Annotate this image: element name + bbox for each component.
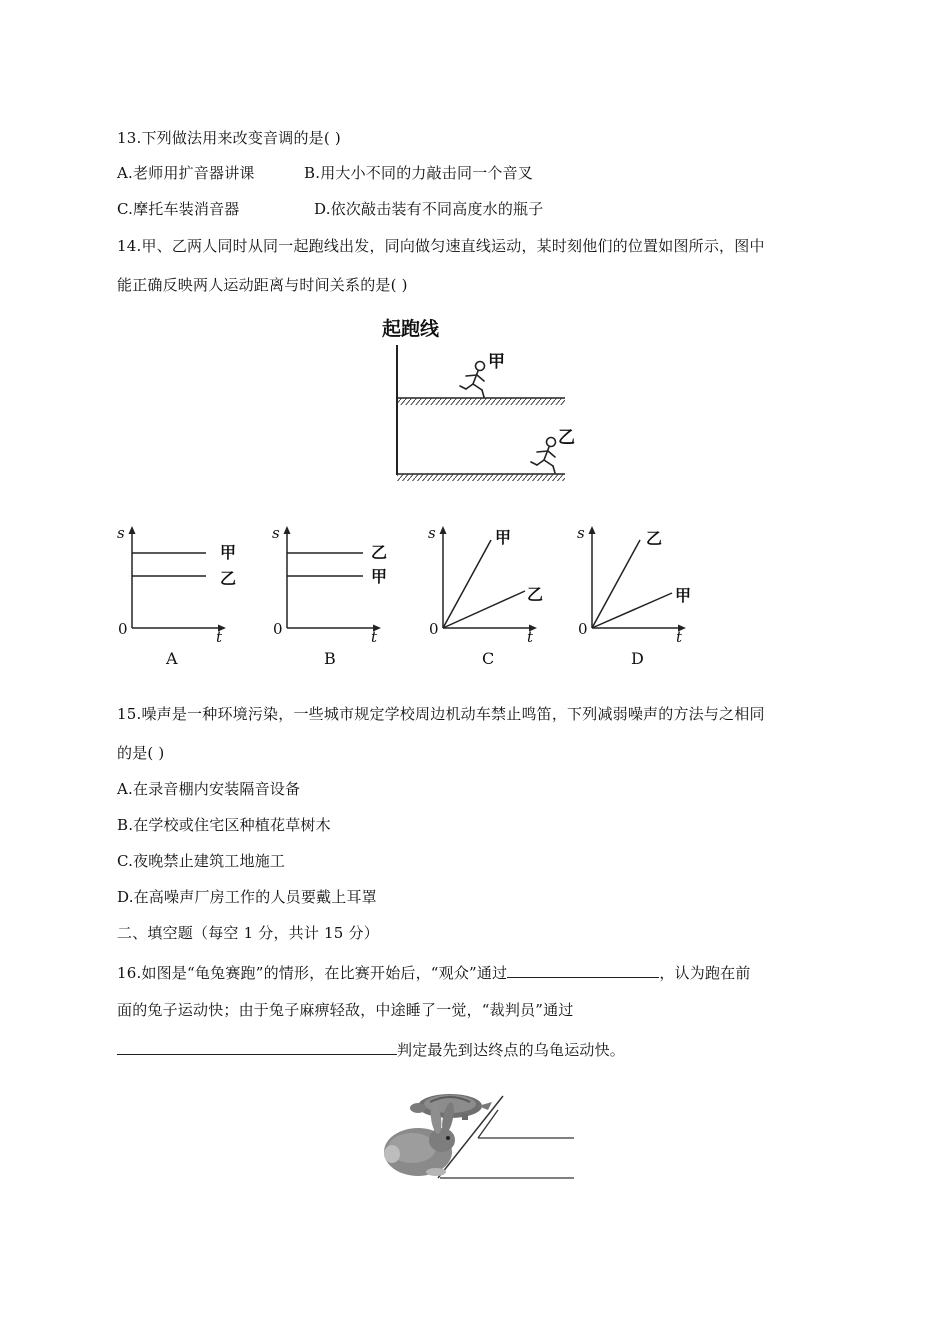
q15-option-c: C.夜晚禁止建筑工地施工: [117, 852, 286, 870]
q13-option-b: B.用大小不同的力敲击同一个音叉: [304, 164, 533, 182]
runner-jia-label: 甲: [488, 352, 505, 372]
graph-c-line-steep: [443, 540, 491, 628]
svg-text:t: t: [216, 628, 223, 646]
q13-stem: 13.下列做法用来改变音调的是( ): [117, 129, 341, 147]
svg-text:s: s: [577, 524, 585, 542]
q13-option-c: C.摩托车装消音器: [117, 200, 240, 218]
svg-text:0: 0: [578, 620, 588, 638]
q16-blank-2[interactable]: [117, 1038, 397, 1055]
q16-line1-text-b: ，认为跑在前: [659, 964, 751, 982]
graph-c-steep-label: 甲: [495, 528, 512, 547]
graph-d-steep-label: 乙: [646, 529, 663, 548]
section-2-title: 二、填空题（每空 1 分，共计 15 分）: [117, 924, 379, 942]
q15-stem-line2: 的是( ): [117, 744, 165, 762]
graph-d-label: D: [631, 649, 644, 668]
graph-b-upper-label: 乙: [371, 543, 388, 562]
q16-line3: [117, 1038, 625, 1060]
q16-line3-text: 判定最先到达终点的乌龟运动快。: [397, 1041, 626, 1059]
q16-blank-1[interactable]: [507, 961, 659, 978]
graph-c: [423, 518, 563, 668]
track-upper-hatch: [397, 398, 565, 405]
runner-yi-label: 乙: [558, 428, 575, 448]
graph-d-line-shallow: [592, 593, 672, 628]
graph-b-label: B: [324, 649, 336, 668]
track-lower-hatch: [397, 474, 565, 481]
svg-text:0: 0: [429, 620, 439, 638]
q14-stem-line2: 能正确反映两人运动距离与时间关系的是( ): [117, 276, 408, 294]
q15-option-b: B.在学校或住宅区种植花草树木: [117, 816, 331, 834]
q14-stem-line1: 14.甲、乙两人同时从同一起跑线出发，同向做匀速直线运动，某时刻他们的位置如图所示，图中: [117, 237, 765, 255]
svg-text:t: t: [527, 628, 534, 646]
graph-d-shallow-label: 甲: [675, 586, 692, 605]
svg-text:s: s: [117, 524, 125, 542]
q15-option-a: A.在录音棚内安装隔音设备: [117, 780, 301, 798]
runner-jia-icon: [460, 362, 485, 398]
svg-text:s: s: [272, 524, 280, 542]
graph-c-line-shallow: [443, 591, 525, 628]
start-line-label: 起跑线: [382, 318, 440, 340]
svg-text:t: t: [676, 628, 683, 646]
runner-yi-icon: [531, 438, 556, 474]
svg-text:0: 0: [273, 620, 283, 638]
q13-option-a: A.老师用扩音器讲课: [117, 164, 255, 182]
graph-d-line-steep: [592, 540, 640, 628]
graph-c-shallow-label: 乙: [527, 585, 544, 604]
q15-option-d: D.在高噪声厂房工作的人员要戴上耳罩: [117, 888, 377, 906]
svg-text:0: 0: [118, 620, 128, 638]
q13-option-d: D.依次敲击装有不同高度水的瓶子: [314, 200, 544, 218]
graph-b-lower-label: 甲: [371, 567, 388, 586]
q15-stem-line1: 15.噪声是一种环境污染，一些城市规定学校周边机动车禁止鸣笛，下列减弱噪声的方法与之相同: [117, 705, 765, 723]
q16-line1-text-a: 16.如图是“龟兔赛跑”的情形，在比赛开始后，“观众”通过: [117, 964, 508, 982]
q16-line2: 面的兔子运动快；由于兔子麻痹轻敌，中途睡了一觉，“裁判员”通过: [117, 1001, 574, 1019]
graph-a-lower-label: 乙: [220, 569, 237, 588]
tortoise-hare-figure: [378, 1088, 578, 1183]
q16-line1: [117, 961, 751, 983]
svg-text:s: s: [428, 524, 436, 542]
graph-c-label: C: [482, 649, 495, 668]
graph-d: [572, 518, 712, 668]
graph-a-upper-label: 甲: [220, 543, 237, 562]
graph-b: [267, 518, 407, 668]
start-line-figure: [370, 310, 580, 485]
graph-a: [112, 518, 252, 668]
svg-text:t: t: [371, 628, 378, 646]
graph-a-label: A: [166, 649, 178, 668]
